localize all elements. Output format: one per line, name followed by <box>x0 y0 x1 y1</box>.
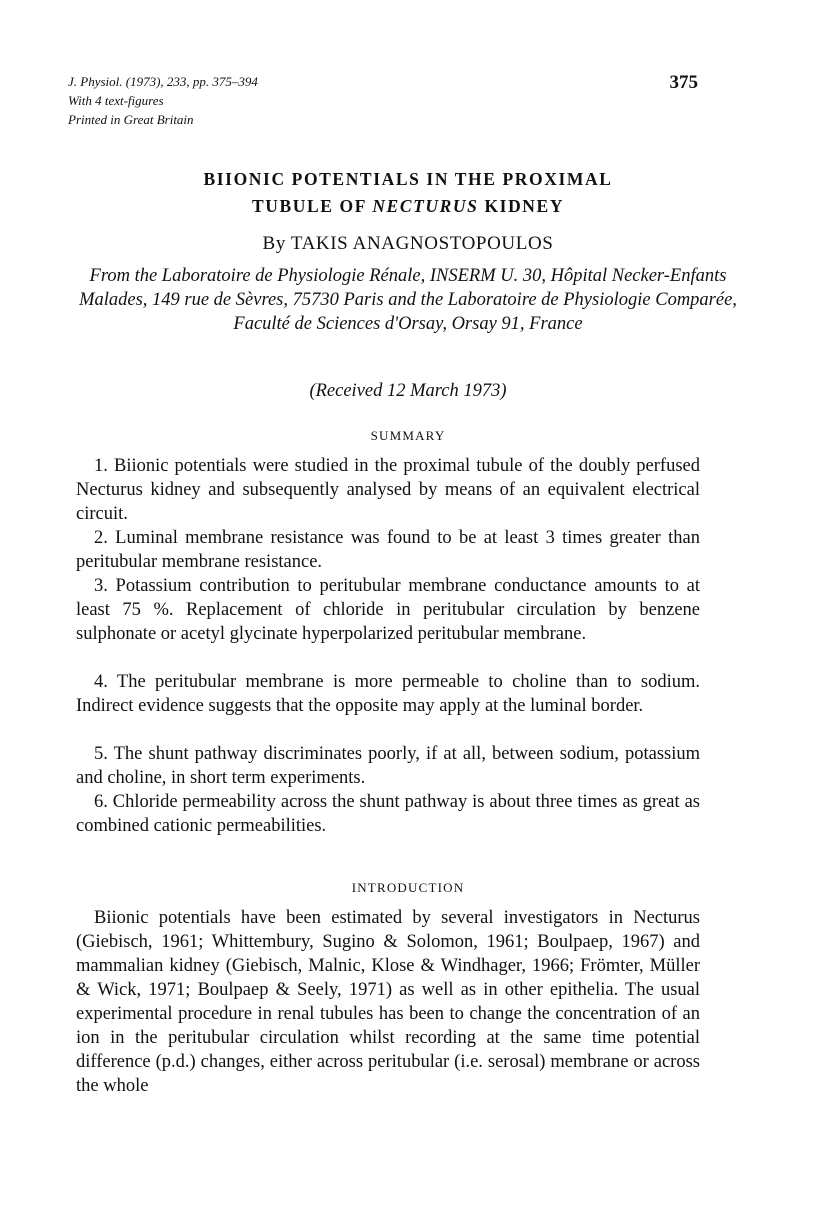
summary-item: 2. Luminal membrane resistance was found to be at least 3 times greater than peritubular membrane resistance. <box>76 528 700 572</box>
figures-line: With 4 text-figures <box>68 93 164 108</box>
summary-item: 6. Chloride permeability across the shunt pathway is about three times as great as combined cationic permeabilities. <box>76 792 700 836</box>
summary-heading: SUMMARY <box>370 428 446 443</box>
author-byline: By TAKIS ANAGNOSTOPOULOS <box>262 233 554 254</box>
journal-line: J. Physiol. (1973), 233, pp. 375–394 <box>68 74 258 89</box>
title-line-1: BIIONIC POTENTIALS IN THE PROXIMAL <box>203 169 613 189</box>
printed-line: Printed in Great Britain <box>68 112 194 127</box>
journal-citation <box>68 72 258 129</box>
article-title <box>0 166 816 220</box>
summary-item: 1. Biionic potentials were studied in the proximal tubule of the doubly perfused Necturus kidney and subsequently analysed by means of an equivalent electrical circuit. <box>76 456 700 524</box>
summary-item: 4. The peritubular membrane is more permeable to choline than to sodium. Indirect evidence suggests that the opposite may apply at the luminal border. <box>76 672 700 716</box>
summary-item: 5. The shunt pathway discriminates poorly, if at all, between sodium, potassium and choline, in short term experiments. <box>76 744 700 788</box>
introduction-heading: INTRODUCTION <box>351 880 465 895</box>
introduction-paragraph: Biionic potentials have been estimated by several investigators in Necturus (Giebisch, 1961; Whittembury, Sugino & Solomon, 1961; Boulpaep, 1967) and mammalian kidney (Giebisch, Malnic, Klose & Windhager, 1966; Frömter, Müller & Wick, 1971; Boulpaep & Seely, 1971) as well as in other epithelia. The usual experimental procedure in renal tubules has been to change the concentration of an ion in the peritubular circulation whilst recording at the same time potential difference (p.d.) changes, either across peritubular (i.e. serosal) membrane or across the whole <box>76 908 700 1096</box>
title-line-2-prefix: TUBULE OF <box>251 196 373 216</box>
title-line-2-suffix: KIDNEY <box>478 196 565 216</box>
page-number: 375 <box>669 72 698 93</box>
author-affiliation: From the Laboratoire de Physiologie Rénale, INSERM U. 30, Hôpital Necker-Enfants Malades, 149 rue de Sèvres, 75730 Paris and the Laboratoire de Physiologie Comparée, Faculté de Sciences d'Orsay, Orsay 91, France <box>79 266 737 334</box>
summary-item: 3. Potassium contribution to peritubular membrane conductance amounts to at least 75 %. Replacement of chloride in peritubular circulation by benzene sulphonate or acetyl glycinate hyperpolarized peritubular membrane. <box>76 576 700 644</box>
title-line-2-italic: NECTURUS <box>372 196 479 216</box>
title-line-2 <box>0 193 816 220</box>
received-date: (Received 12 March 1973) <box>309 381 507 401</box>
